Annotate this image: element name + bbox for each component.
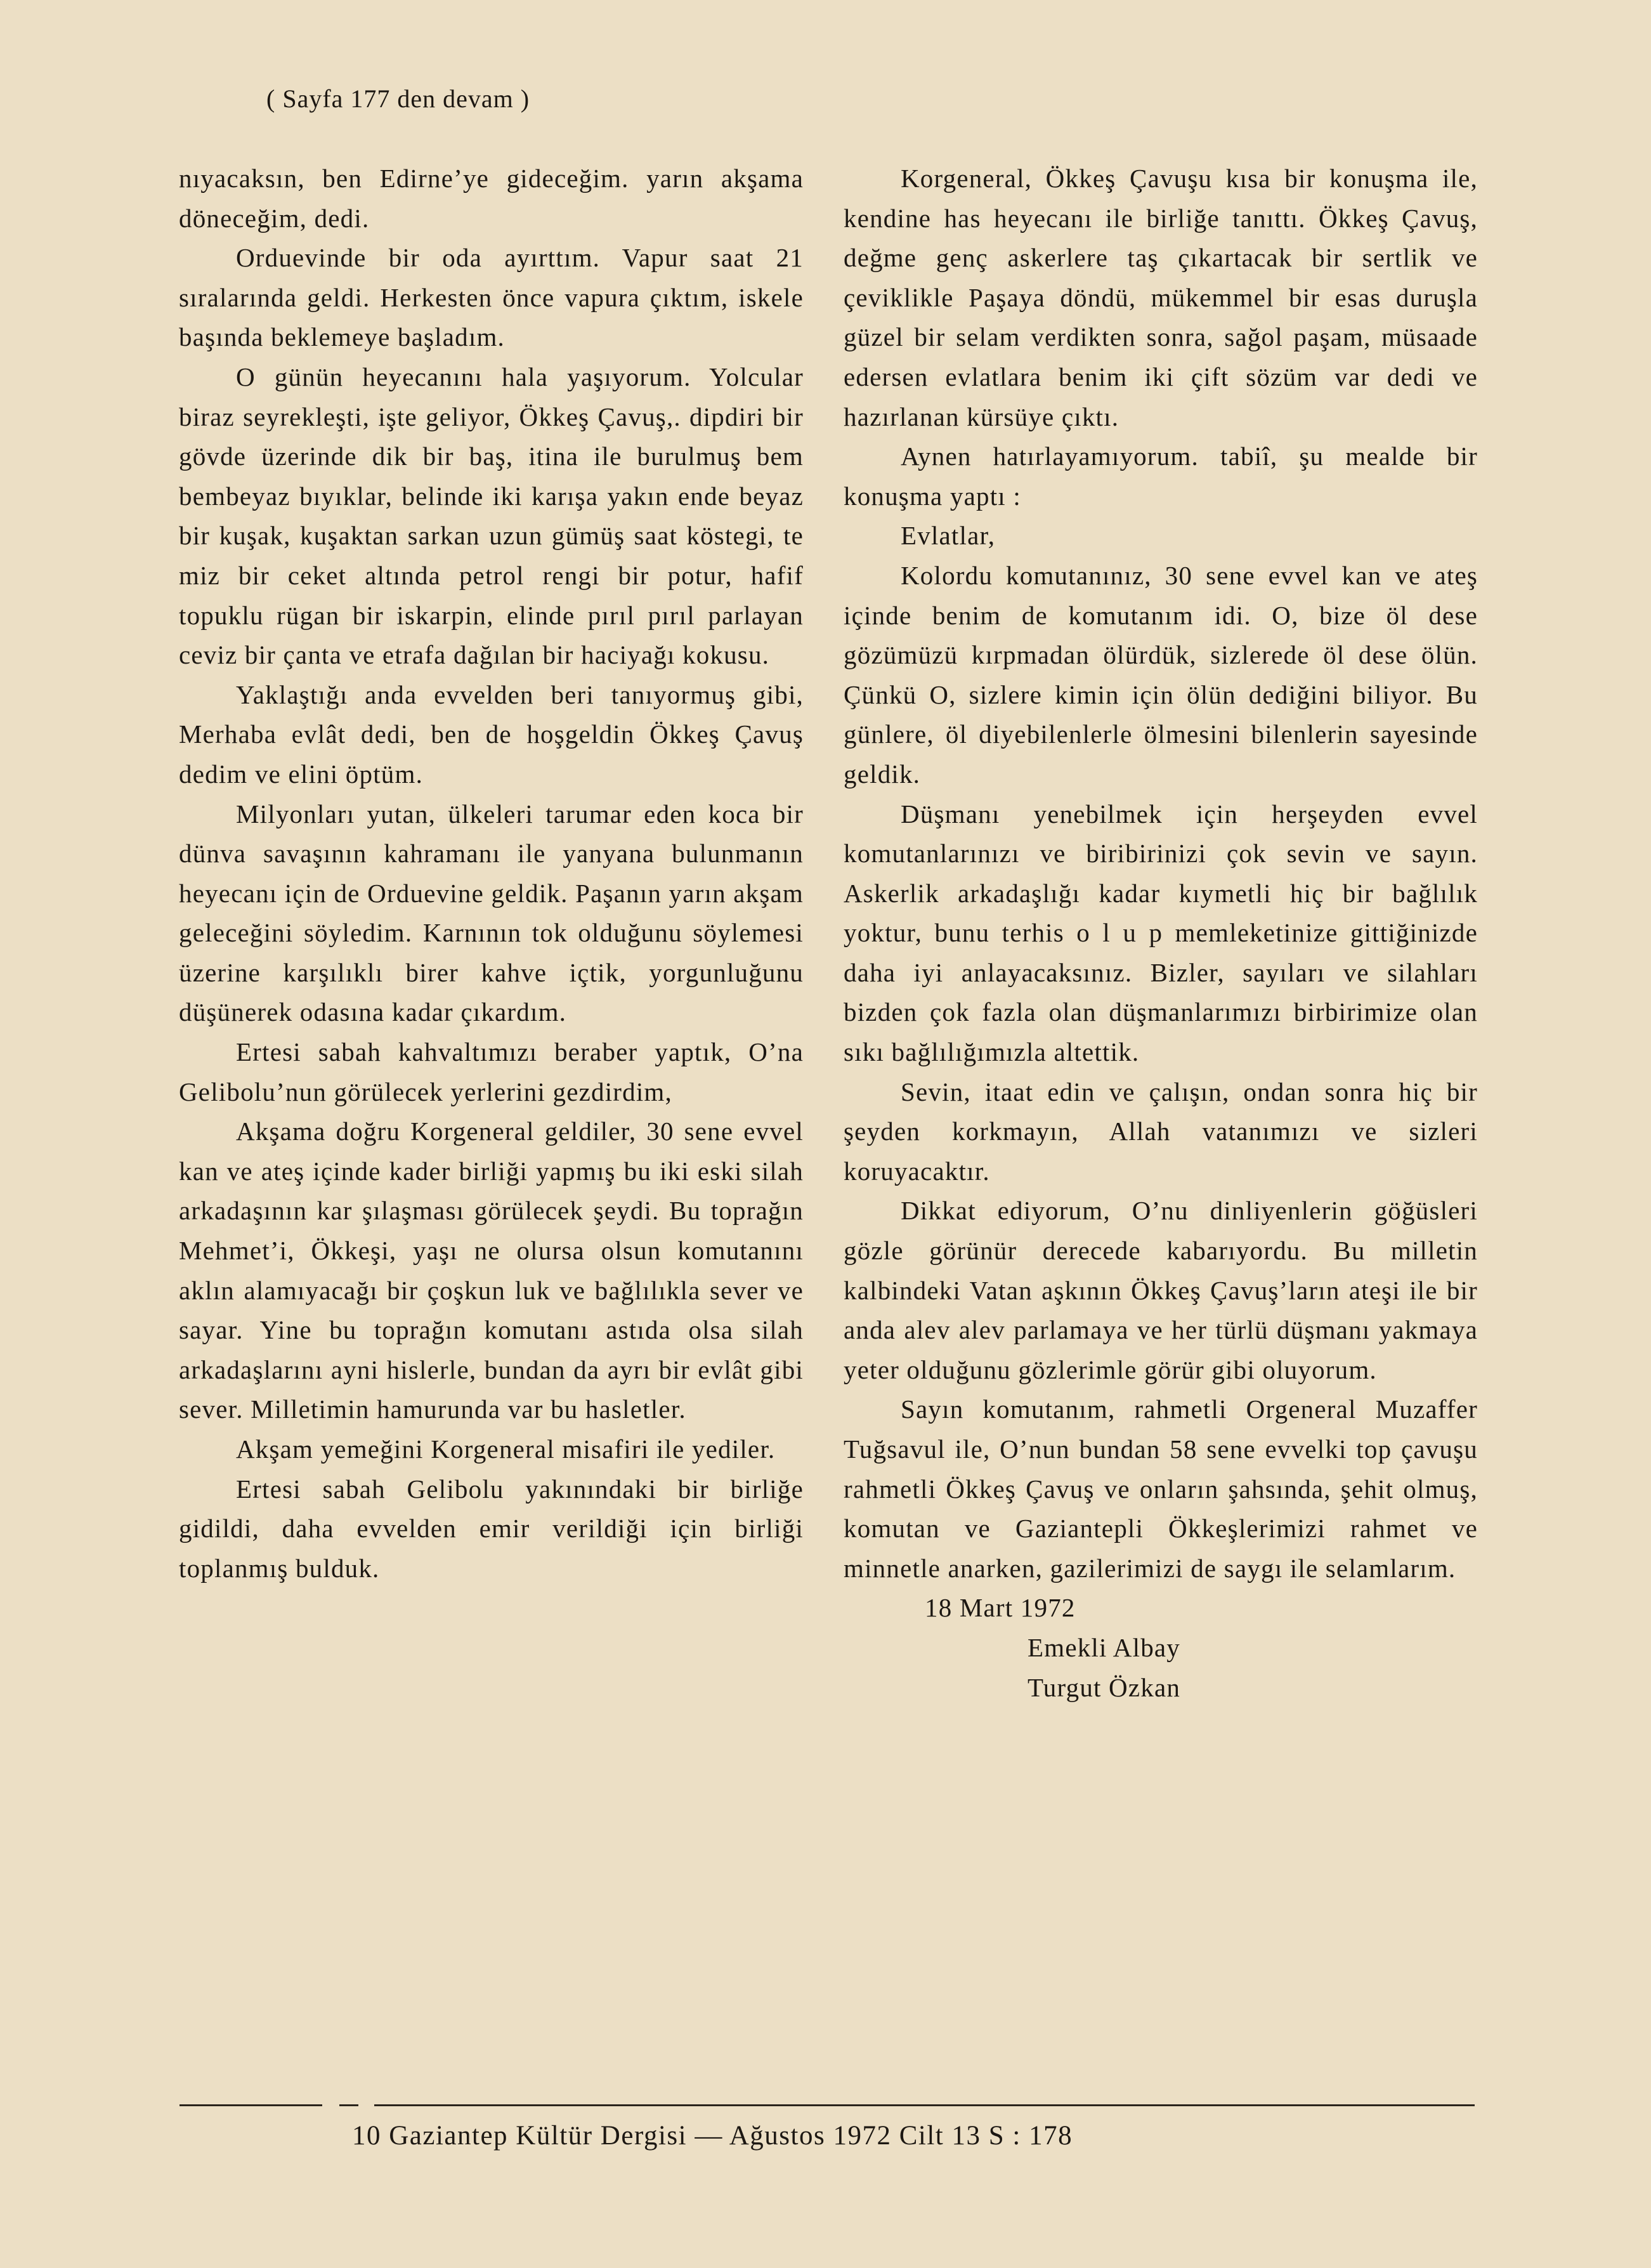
paragraph: Ertesi sabah kahvaltımızı beraber yaptık, O’na Gelibolu’nun görülecek yerlerini gezdirdim, xyxy=(179,1037,804,1106)
paragraph: Yaklaştığı anda evvelden beri tanıyormuş gibi, Merhaba evlât dedi, ben de hoşgeldin Ökkeş Çavuş dedim ve elini öptüm. xyxy=(179,679,804,789)
continued-from-note: ( Sayfa 177 den devam ) xyxy=(266,84,530,113)
paragraph: Korgeneral, Ökkeş Çavuşu kısa bir konuşma ile, kendine has heyecanı ile birliğe tanıttı. Ökkeş Çavuş, değme genç askerlere taş çıkartacak bir sertlik ve çeviklikle Paşaya döndü, mükemmel bir esas duruşla güzel bir selam verdikten sonra, sağol paşam, müsaade edersen evlatlara benim iki çift sözüm var dedi ve hazırlanan kürsüye çıktı. xyxy=(844,164,1478,431)
left-column xyxy=(179,159,804,1588)
paragraph: Orduevinde bir oda ayırttım. Vapur saat 21 sıralarında geldi. Herkesten önce vapura çıktım, iskele başında beklemeye başladım. xyxy=(179,243,804,352)
right-column xyxy=(844,159,1478,1707)
footer-rule xyxy=(339,2104,358,2106)
signature-title: Emekli Albay xyxy=(1028,1632,1181,1662)
paragraph: Düşmanı yenebilmek için herşeyden evvel komutanlarınızı ve biribirinizi çok sevin ve sayın. Askerlik arkadaşlığı kadar kıymetli hiç bir bağlılık yoktur, bunu terhis o l u p memleketinize gittiğinizde daha iyi anlayacaksınız. Bizler, sayıları ve silahları bizden çok fazla olan düşmanlarımızı birbirimize olan sıkı bağlılığımızla altettik. xyxy=(844,799,1478,1067)
paragraph: Dikkat ediyorum, O’nu dinliyenlerin göğüsleri gözle görünür derecede kabarıyordu. Bu milletin kalbindeki Vatan aşkının Ökkeş Çavuş’ların ateşi ile bir anda alev alev parlamaya ve her türlü düşmanı yakmaya yeter olduğunu gözlerimle görür gibi oluyorum. xyxy=(844,1196,1478,1384)
footer-rule xyxy=(374,2104,1475,2106)
paragraph: O günün heyecanını hala yaşıyorum. Yolcular biraz seyrekleşti, işte geliyor, Ökkeş Çavuş,. dipdiri bir gövde üzerinde dik bir baş, itina ile burulmuş bem bembeyaz bıyıklar, belinde iki karışa yakın ende beyaz bir kuşak, kuşaktan sarkan uzun gümüş saat köstegi, te miz bir ceket altında petrol rengi bir potur, hafif topuklu rügan bir iskarpin, elinde pırıl pırıl parlayan ceviz bir çanta ve etrafa dağılan bir haciyağı kokusu. xyxy=(179,362,804,670)
paragraph: Aynen hatırlayamıyorum. tabiî, şu mealde bir konuşma yaptı : xyxy=(844,442,1478,511)
paragraph: Akşam yemeğini Korgeneral misafiri ile yediler. xyxy=(236,1434,776,1464)
paragraph: nıyacaksın, ben Edirne’ye gideceğim. yarın akşama döneceğim, dedi. xyxy=(179,164,804,233)
footer-rule xyxy=(179,2104,322,2106)
paragraph: Sevin, itaat edin ve çalışın, ondan sonra hiç bir şeyden korkmayın, Allah vatanımızı ve sizleri koruyacaktır. xyxy=(844,1077,1478,1186)
paragraph: Sayın komutanım, rahmetli Orgeneral Muzaffer Tuğsavul ile, O’nun bundan 58 sene evvelki top çavuşu rahmetli Ökkeş Çavuş ve onların şahsında, şehit olmuş, komutan ve Gaziantepli Ökkeşlerimizi rahmet ve minnetle anarken, gazilerimizi de saygı ile selamlarım. xyxy=(844,1394,1478,1583)
paragraph: Milyonları yutan, ülkeleri tarumar eden koca bir dünva savaşının kahramanı ile yanyana bulunmanın heyecanı için de Orduevine geldik. Paşanın yarın akşam geleceğini söyledim. Karnının tok olduğunu söylemesi üzerine karşılıklı birer kahve içtik, yorgunluğunu düşünerek odasına kadar çıkardım. xyxy=(179,799,804,1027)
signature-date: 18 Mart 1972 xyxy=(925,1593,1076,1623)
paragraph: Akşama doğru Korgeneral geldiler, 30 sene evvel kan ve ateş içinde kader birliği yapmış bu iki eski silah arkadaşının kar şılaşması görülecek şeydi. Bu toprağın Mehmet’i, Ökkeşi, yaşı ne olursa olsun komutanını aklın alamıyacağı bir çoşkun luk ve bağlılıkla sever ve sayar. Yine bu toprağın komutanı astıda olsa silah arkadaşlarını ayni hislerle, bundan da ayrı bir evlât gibi sever. Milletimin hamurunda var bu hasletler. xyxy=(179,1117,804,1424)
paragraph: Ertesi sabah Gelibolu yakınındaki bir birliğe gidildi, daha evvelden emir verildiği için birliği toplanmış bulduk. xyxy=(179,1474,804,1583)
signature-name: Turgut Özkan xyxy=(1028,1672,1181,1702)
paragraph: Evlatlar, xyxy=(901,521,996,551)
page-footer: 10 Gaziantep Kültür Dergisi — Ağustos 1972 Cilt 13 S : 178 xyxy=(352,2121,1073,2151)
paragraph: Kolordu komutanınız, 30 sene evvel kan ve ateş içinde benim de komutanım idi. O, bize öl dese gözümüzü kırpmadan ölürdük, sizlerede öl dese ölün. Çünkü O, sizlere kimin için ölün dediğini biliyor. Bu günlere, öl diyebilenlerle ölmesini bilenlerin sayesinde geldik. xyxy=(844,560,1478,789)
